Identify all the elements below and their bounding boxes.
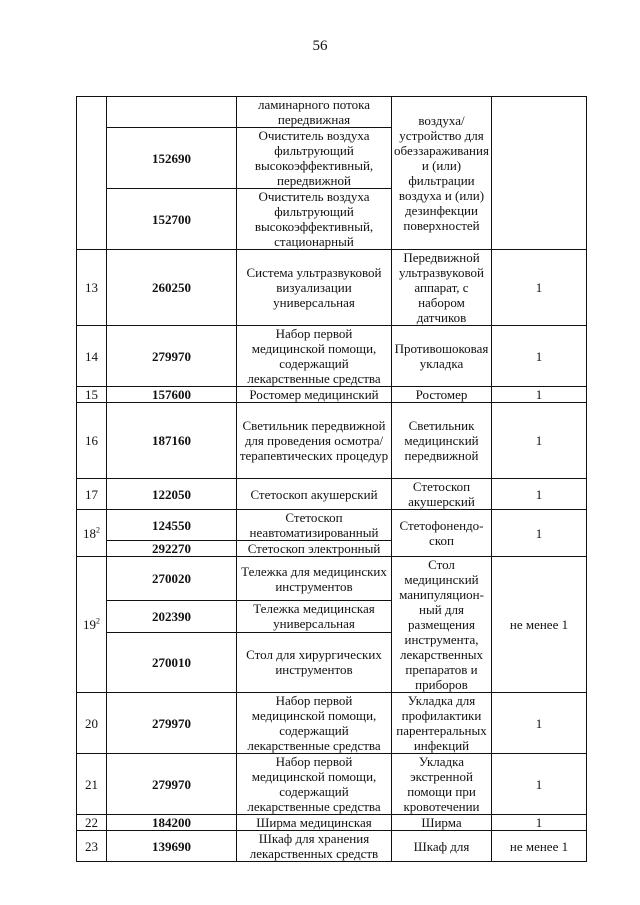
equipment-name: Светильник передвижной для проведения осмотра/терапевтических процедур [237, 403, 392, 479]
equipment-requirement: Ростомер [392, 387, 492, 403]
equipment-requirement: Ширма [392, 815, 492, 831]
equipment-name: Очиститель воздуха фильтрующий высокоэффективный, передвижной [237, 128, 392, 189]
quantity: 1 [492, 326, 587, 387]
equipment-requirement: Укладка экстренной помощи при кровотечении [392, 754, 492, 815]
equipment-name: Шкаф для хранения лекарственных средств [237, 831, 392, 862]
equipment-requirement: Укладка для профилактики парентеральных инфекций [392, 693, 492, 754]
row-number: 14 [77, 326, 107, 387]
table-row [77, 693, 587, 754]
nomenclature-code: 270010 [107, 632, 237, 692]
quantity: 1 [492, 250, 587, 326]
equipment-name: ламинарного потока передвижная [237, 97, 392, 128]
nomenclature-code: 124550 [107, 510, 237, 541]
table-row [77, 387, 587, 403]
equipment-name: Очиститель воздуха фильтрующий высокоэффективный, стационарный [237, 189, 392, 250]
row-number: 17 [77, 479, 107, 510]
nomenclature-code: 279970 [107, 693, 237, 754]
row-number: $19^2$ [77, 557, 107, 693]
quantity: 1 [492, 403, 587, 479]
quantity: 1 [492, 815, 587, 831]
equipment-requirement: Передвижной ультразвуковой аппарат, с набором датчиков [392, 250, 492, 326]
equipment-name: Стетоскоп акушерский [237, 479, 392, 510]
table-row [77, 403, 587, 479]
equipment-requirement: воздуха/ устройство для обеззараживания и (или) фильтрации воздуха и (или) дезинфекции поверхностей [392, 97, 492, 250]
row-number: 21 [77, 754, 107, 815]
quantity [492, 97, 587, 250]
equipment-name: Набор первой медицинской помощи, содержащий лекарственные средства [237, 693, 392, 754]
nomenclature-code: 152700 [107, 189, 237, 250]
table-row [77, 326, 587, 387]
equipment-name: Стетоскоп электронный [237, 541, 392, 557]
nomenclature-code: 152690 [107, 128, 237, 189]
equipment-name: Стетоскоп неавтоматизированный [237, 510, 392, 541]
table-row [77, 510, 587, 541]
row-number: $18^2$ [77, 510, 107, 557]
quantity: не менее 1 [492, 557, 587, 693]
equipment-name: Стол для хирургических инструментов [237, 632, 392, 692]
equipment-name: Ширма медицинская [237, 815, 392, 831]
equipment-requirement: Стол медицинский манипуляцион-ный для размещения инструмента, лекарственных препаратов и приборов [392, 557, 492, 693]
nomenclature-code: 122050 [107, 479, 237, 510]
nomenclature-code: 270020 [107, 557, 237, 601]
footnote-mark: 2 [96, 616, 100, 626]
equipment-name: Ростомер медицинский [237, 387, 392, 403]
quantity: 1 [492, 693, 587, 754]
row-number: 20 [77, 693, 107, 754]
nomenclature-code: 279970 [107, 326, 237, 387]
nomenclature-code: 279970 [107, 754, 237, 815]
table-row [77, 557, 587, 601]
table-row [77, 831, 587, 862]
table-row [77, 97, 587, 128]
nomenclature-code: 157600 [107, 387, 237, 403]
table-row [77, 250, 587, 326]
nomenclature-code [107, 97, 237, 128]
nomenclature-code: 184200 [107, 815, 237, 831]
row-number: 16 [77, 403, 107, 479]
nomenclature-code: 202390 [107, 601, 237, 632]
equipment-name: Тележка для медицинских инструментов [237, 557, 392, 601]
nomenclature-code: 187160 [107, 403, 237, 479]
equipment-requirement: Светильник медицинский передвижной [392, 403, 492, 479]
quantity: 1 [492, 754, 587, 815]
equipment-table [76, 96, 587, 862]
nomenclature-code: 260250 [107, 250, 237, 326]
page-number: 56 [312, 38, 328, 54]
footnote-mark: 2 [96, 525, 100, 535]
quantity: 1 [492, 479, 587, 510]
row-number: 23 [77, 831, 107, 862]
row-number [77, 97, 107, 250]
row-number: 22 [77, 815, 107, 831]
table-row [77, 754, 587, 815]
equipment-requirement: Противошоковая укладка [392, 326, 492, 387]
equipment-requirement: Стетоскоп акушерский [392, 479, 492, 510]
quantity: 1 [492, 510, 587, 557]
nomenclature-code: 139690 [107, 831, 237, 862]
equipment-requirement: Стетофонендо-скоп [392, 510, 492, 557]
row-number: 15 [77, 387, 107, 403]
row-number: 13 [77, 250, 107, 326]
equipment-name: Набор первой медицинской помощи, содержащий лекарственные средства [237, 326, 392, 387]
nomenclature-code: 292270 [107, 541, 237, 557]
equipment-requirement: Шкаф для [392, 831, 492, 862]
equipment-name: Система ультразвуковой визуализации универсальная [237, 250, 392, 326]
table-row [77, 479, 587, 510]
quantity: 1 [492, 387, 587, 403]
equipment-name: Тележка медицинская универсальная [237, 601, 392, 632]
quantity: не менее 1 [492, 831, 587, 862]
equipment-name: Набор первой медицинской помощи, содержащий лекарственные средства [237, 754, 392, 815]
table-row [77, 815, 587, 831]
